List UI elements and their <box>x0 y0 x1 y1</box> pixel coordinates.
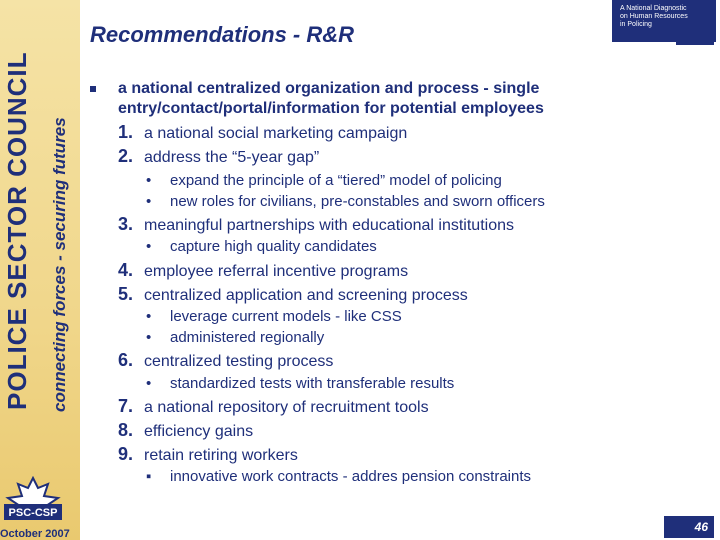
list-item <box>118 396 429 417</box>
org-name: POLICE SECTOR COUNCIL <box>2 51 32 410</box>
intro-line-2: entry/contact/portal/information for potential employees <box>118 100 544 117</box>
sub-text: administered regionally <box>170 329 325 346</box>
item-number: 2. <box>118 146 134 166</box>
item-text: efficiency gains <box>144 423 254 440</box>
item-text: employee referral incentive programs <box>144 263 409 280</box>
sub-text: expand the principle of a “tiered” model of policing <box>170 172 502 189</box>
list-item <box>118 146 319 167</box>
sub-item <box>146 329 324 346</box>
sub-text: standardized tests with transferable results <box>170 375 455 392</box>
psc-logo <box>2 476 64 528</box>
sub-text: new roles for civilians, pre-constables and sworn officers <box>170 193 545 210</box>
square-bullet-icon <box>90 86 96 92</box>
item-text: centralized application and screening process <box>144 287 468 304</box>
list-item <box>118 284 468 305</box>
item-number: 4. <box>118 260 134 280</box>
item-text: a national repository of recruitment tools <box>144 399 429 416</box>
item-text: address the “5-year gap” <box>144 149 320 166</box>
item-number: 9. <box>118 444 134 464</box>
diagnostic-badge <box>612 0 716 42</box>
sidebar-date: October 2007 <box>0 528 70 540</box>
item-text: a national social marketing campaign <box>144 125 408 142</box>
bullet-icon: • <box>146 238 152 255</box>
sub-item <box>146 375 454 392</box>
sub-text: capture high quality candidates <box>170 238 377 255</box>
square-bullet-icon: ▪ <box>146 468 152 485</box>
sub-text: innovative work contracts - addres pension constraints <box>170 468 532 485</box>
item-text: meaningful partnerships with educational institutions <box>144 217 514 234</box>
bullet-icon: • <box>146 172 152 189</box>
list-item <box>118 420 253 441</box>
sub-item <box>146 193 545 210</box>
item-number: 6. <box>118 350 134 370</box>
page-number: 46 <box>664 516 714 538</box>
intro-line-1: a national centralized organization and process - single <box>118 80 540 97</box>
badge-underline <box>676 40 714 45</box>
bullet-icon: • <box>146 375 152 392</box>
sub-item <box>146 172 502 189</box>
badge-line-3: in Policing <box>620 21 652 28</box>
item-text: retain retiring workers <box>144 447 298 464</box>
item-number: 3. <box>118 214 134 234</box>
list-item <box>118 444 298 465</box>
item-number: 5. <box>118 284 134 304</box>
item-text: centralized testing process <box>144 353 334 370</box>
sub-item <box>146 238 377 255</box>
bullet-icon: • <box>146 193 152 210</box>
item-number: 1. <box>118 122 134 142</box>
list-item <box>118 350 333 371</box>
bullet-icon: • <box>146 308 152 325</box>
sidebar <box>0 0 80 540</box>
list-item <box>118 214 514 235</box>
list-item <box>118 122 407 143</box>
badge-line-2: on Human Resources <box>620 13 688 20</box>
tagline: connecting forces - securing futures <box>50 117 69 412</box>
item-number: 7. <box>118 396 134 416</box>
sub-text: leverage current models - like CSS <box>170 308 402 325</box>
list-item <box>118 260 408 281</box>
item-number: 8. <box>118 420 134 440</box>
bullet-icon: • <box>146 329 152 346</box>
sub-item <box>146 468 531 485</box>
slide-title: Recommendations - R&R <box>90 22 355 47</box>
sub-item <box>146 308 402 325</box>
badge-line-1: A National Diagnostic <box>620 5 687 12</box>
logo-text: PSC-CSP <box>8 507 58 519</box>
